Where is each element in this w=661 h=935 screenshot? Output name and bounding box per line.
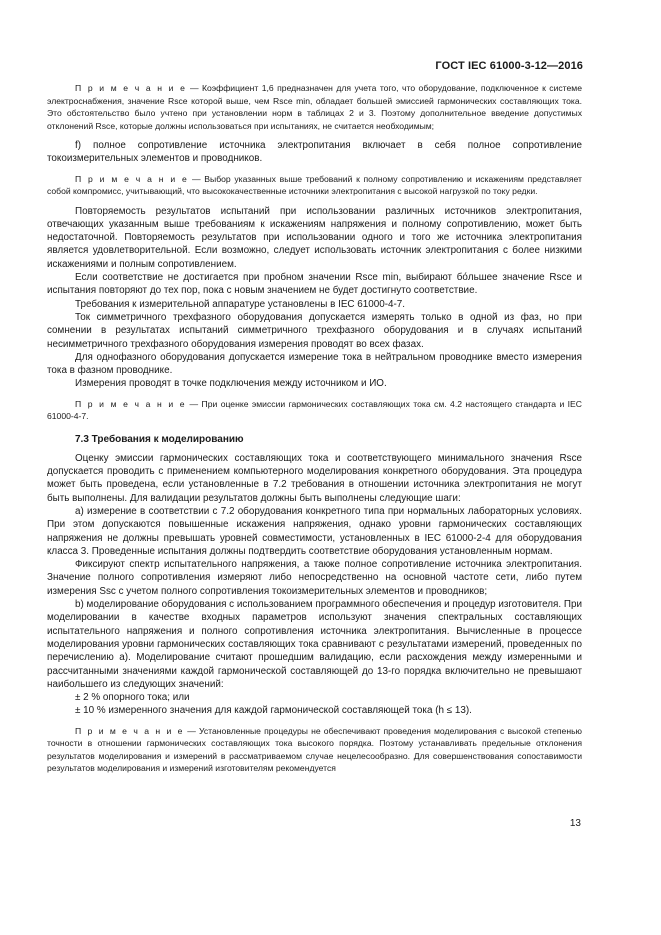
note-label: П р и м е ч а н и е xyxy=(75,398,187,409)
note-text: — Установленные процедуры не обеспечивают проведения моделирования с высокой степенью точности в отношении гармонических составляющих тока высокого порядка. Поэтому устанавливать предельные отклонения результатов моделирования и измерений в рассматриваемом случае нецелесообразно. Для совершенствования сопоставимости результатов моделирования и измерений изготовителям рекомендуется xyxy=(47,725,582,774)
note-coefficient xyxy=(47,82,582,132)
note-label: П р и м е ч а н и е xyxy=(75,725,185,736)
note-label: П р и м е ч а н и е xyxy=(75,83,187,93)
paragraph-single-phase: Для однофазного оборудования допускается измерение тока в нейтральном проводнике вместо измерения тока в фазном проводнике. xyxy=(47,351,582,377)
page-number: 13 xyxy=(569,818,581,829)
paragraph-step-b: b) моделирование оборудования с использованием программного обеспечения и процедур изготовителя. При моделировании в качестве входных параметров используют значения спектральных составляющих испытательного напряжения и полного сопротивления источника электропитания. Вычисленные в процессе моделирования уровни гармонических составляющих тока сравнивают с результатами измерений, проведенных по перечислению а). Моделирование считают прошедшим валидацию, если расхождения между измеренными и рассчитанными значениями каждой гармонической составляющей до 13-го порядка включительно не превышают наибольшего из следующих значений: xyxy=(47,599,582,690)
page-content xyxy=(47,82,582,775)
list-item-measured-value: ± 10 % измеренного значения для каждой гармонической составляющей тока (h ≤ 13). xyxy=(75,705,472,717)
paragraph-rsce-min: Если соответствие не достигается при пробном значении Rsce min, выбирают бо́льшее значение Rsce и испытания повторяют до тех пор, пока с новым значением не будет достигнуто соответствие. xyxy=(47,272,582,297)
note-text: — Выбор указанных выше требований к полному сопротивлению и искажениям представляет собой компромисс, учитывающий, что высококачественные источники электропитания с высокой нагрузкой по току редки. xyxy=(47,173,582,197)
paragraph-f: f) полное сопротивление источника электропитания включает в себя полное сопротивление токоизмерительных элементов и проводников. xyxy=(47,140,582,165)
paragraph-three-phase: Ток симметричного трехфазного оборудования допускается измерять только в одной из фаз, но при сомнении в результатах испытаний симметричного трехфазного оборудования и в случаях испытаний несимметричного трехфазного оборудования измерения проводят во всех фазах. xyxy=(47,311,582,350)
list-item-reference-current: ± 2 % опорного тока; или xyxy=(75,692,190,704)
standard-header: ГОСТ IEC 61000-3-12—2016 xyxy=(435,60,583,72)
note-compromise xyxy=(47,173,582,198)
note-text: — Коэффициент 1,6 предназначен для учета того, что оборудование, подключенное к системе электроснабжения, значение Rsce которой выше, чем Rsce min, обладает большей эмиссией гармонических составляющих тока. Это обстоятельство было учтено при установлении норм в таблицах 2 и 3. Поэтому дополнительное введение допустимых отклонений Rsce, которые должны использоваться при испытаниях, не считается необходимым; xyxy=(47,83,582,131)
paragraph-repeatability: Повторяемость результатов испытаний при использовании различных источников электропитания, отвечающих указанным выше требованиям к искажениям напряжения и полному сопротивлению, может быть недостаточной. Повторяемость результатов при использовании одного и того же источника электропитания является удовлетворительной. Если возможно, следует использовать источник электропитания с более низкими искажениями и полным сопротивлением. xyxy=(47,205,582,270)
paragraph-step-a: а) измерение в соответствии с 7.2 оборудования конкретного типа при нормальных лабораторных условиях. При этом допускаются повышенные искажения напряжения, однако уровни гармонических составляющих напряжения не должны превышать уровней совместимости, установленных в IEC 61000-2-4 для оборудования класса 3. Проведенные испытания должны подтвердить соответствие оборудования установленным нормам. xyxy=(47,505,582,557)
section-heading: 7.3 Требования к моделированию xyxy=(75,433,244,445)
note-text: — При оценке эмиссии гармонических составляющих тока см. 4.2 настоящего стандарта и IEC 61000-4-7. xyxy=(47,398,582,422)
note-emission xyxy=(47,398,582,423)
paragraph-spectrum: Фиксируют спектр испытательного напряжения, а также полное сопротивление источника электропитания. Значение полного сопротивления измеряют либо непосредственно на основной частоте сети, либо путем измерения Ssc с учетом полного сопротивления токоизмерительных элементов и проводников; xyxy=(47,559,582,597)
paragraph-simulation-intro: Оценку эмиссии гармонических составляющих тока и соответствующего минимального значения Rsce допускается проводить с применением компьютерного моделирования конкретного оборудования. Эта процедура может быть проведена, если установленные в 7.2 требования в отношении источника электропитания не могут быть выполнены. Для валидации результатов должны быть выполнены следующие шаги: xyxy=(47,452,582,504)
paragraph-instrument-req: Требования к измерительной аппаратуре установлены в IEC 61000-4-7. xyxy=(75,298,406,310)
note-label: П р и м е ч а н и е xyxy=(75,173,189,184)
note-procedures xyxy=(47,725,582,775)
paragraph-measurement-point: Измерения проводят в точке подключения между источником и ИО. xyxy=(75,378,387,390)
